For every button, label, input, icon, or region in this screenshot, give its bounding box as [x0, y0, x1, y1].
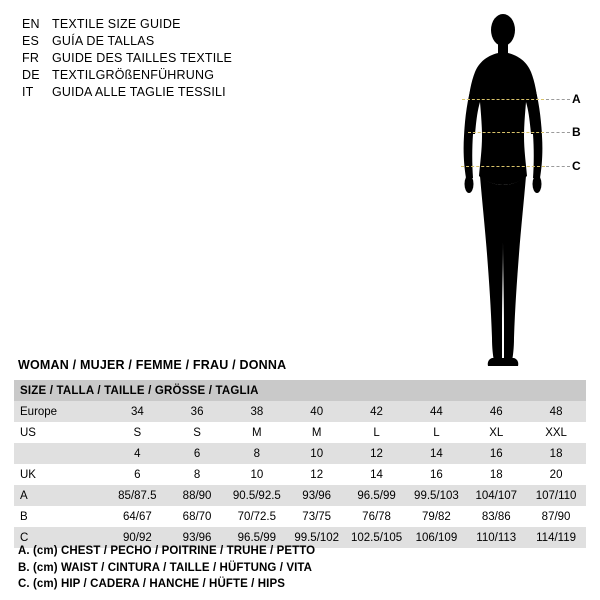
measurement-legend — [18, 543, 578, 593]
cell: 38 — [227, 401, 287, 422]
cell: 64/67 — [107, 506, 167, 527]
section-title: WOMAN / MUJER / FEMME / FRAU / DONNA — [18, 358, 287, 372]
table-row — [14, 422, 586, 443]
cell: 44 — [407, 401, 467, 422]
cell: 114/119 — [526, 527, 586, 548]
cell: S — [167, 422, 227, 443]
cell: 87/90 — [526, 506, 586, 527]
language-text: TEXTILGRÖßENFÜHRUNG — [52, 68, 215, 82]
legend-row-b: B. (cm) WAIST / CINTURA / TAILLE / HÜFTUNG / VITA — [18, 561, 313, 574]
language-code: EN — [22, 17, 40, 31]
language-text: TEXTILE SIZE GUIDE — [52, 17, 181, 31]
language-text: GUIDE DES TAILLES TEXTILE — [52, 51, 233, 65]
language-text: GUIDA ALLE TAGLIE TESSILI — [52, 85, 226, 99]
cell: 107/110 — [526, 485, 586, 506]
legend-row-a: A. (cm) CHEST / PECHO / POITRINE / TRUHE / PETTO — [18, 545, 316, 557]
row-label: B — [14, 506, 107, 527]
cell: XXL — [526, 422, 586, 443]
cell: 18 — [466, 464, 526, 485]
language-code: ES — [22, 34, 40, 48]
cell: 104/107 — [466, 485, 526, 506]
cell: XL — [466, 422, 526, 443]
row-label: Europe — [14, 401, 107, 422]
row-label: C — [14, 527, 107, 548]
language-row — [22, 84, 322, 101]
language-code: FR — [22, 51, 40, 65]
cell: 70/72.5 — [227, 506, 287, 527]
cell: 6 — [107, 464, 167, 485]
cell: 85/87.5 — [107, 485, 167, 506]
cell: 90.5/92.5 — [227, 485, 287, 506]
measure-line-c — [461, 166, 545, 167]
cell: 12 — [287, 464, 347, 485]
cell: 16 — [407, 464, 467, 485]
cell: M — [287, 422, 347, 443]
cell: 93/96 — [167, 527, 227, 548]
row-label — [14, 443, 107, 464]
cell: 34 — [107, 401, 167, 422]
cell: 40 — [287, 401, 347, 422]
cell: 12 — [347, 443, 407, 464]
cell: 10 — [287, 443, 347, 464]
table-row — [14, 506, 586, 527]
table-row — [14, 464, 586, 485]
table-header-row — [14, 380, 586, 401]
table-row — [14, 443, 586, 464]
cell: 14 — [347, 464, 407, 485]
cell: L — [347, 422, 407, 443]
cell: 96.5/99 — [227, 527, 287, 548]
language-row — [22, 33, 322, 50]
cell: L — [407, 422, 467, 443]
size-table — [14, 380, 586, 548]
cell: 8 — [167, 464, 227, 485]
table-row — [14, 401, 586, 422]
cell: 48 — [526, 401, 586, 422]
measure-line-a — [462, 99, 544, 100]
female-body-figure — [430, 8, 590, 378]
cell: 79/82 — [407, 506, 467, 527]
cell: 42 — [347, 401, 407, 422]
cell: 88/90 — [167, 485, 227, 506]
row-label: US — [14, 422, 107, 443]
language-row — [22, 16, 322, 33]
language-row — [22, 50, 322, 67]
table-header-label: SIZE / TALLA / TAILLE / GRÖSSE / TAGLIA — [14, 380, 586, 401]
language-row — [22, 67, 322, 84]
measure-line-c-extension — [546, 166, 570, 167]
cell: 90/92 — [107, 527, 167, 548]
table-row — [14, 485, 586, 506]
cell: 6 — [167, 443, 227, 464]
cell: 20 — [526, 464, 586, 485]
measure-label-c: C — [572, 159, 581, 173]
cell: 102.5/105 — [347, 527, 407, 548]
cell: 110/113 — [466, 527, 526, 548]
cell: M — [227, 422, 287, 443]
cell: 46 — [466, 401, 526, 422]
measure-label-a: A — [572, 92, 581, 106]
cell: 14 — [407, 443, 467, 464]
female-silhouette-icon — [430, 8, 590, 378]
language-code: DE — [22, 68, 40, 82]
measure-line-b — [468, 132, 544, 133]
cell: S — [107, 422, 167, 443]
row-label: UK — [14, 464, 107, 485]
language-list — [22, 16, 322, 101]
measure-line-a-extension — [546, 99, 570, 100]
cell: 99.5/102 — [287, 527, 347, 548]
cell: 36 — [167, 401, 227, 422]
legend-row-c: C. (cm) HIP / CADERA / HANCHE / HÜFTE / HIPS — [18, 578, 286, 590]
row-label: A — [14, 485, 107, 506]
cell: 4 — [107, 443, 167, 464]
cell: 106/109 — [407, 527, 467, 548]
cell: 18 — [526, 443, 586, 464]
measure-label-b: B — [572, 125, 581, 139]
cell: 99.5/103 — [407, 485, 467, 506]
cell: 76/78 — [347, 506, 407, 527]
cell: 83/86 — [466, 506, 526, 527]
cell: 8 — [227, 443, 287, 464]
cell: 68/70 — [167, 506, 227, 527]
cell: 73/75 — [287, 506, 347, 527]
cell: 93/96 — [287, 485, 347, 506]
cell: 16 — [466, 443, 526, 464]
cell: 10 — [227, 464, 287, 485]
measure-line-b-extension — [546, 132, 570, 133]
cell: 96.5/99 — [347, 485, 407, 506]
language-text: GUÍA DE TALLAS — [52, 34, 155, 48]
language-code: IT — [22, 85, 34, 99]
